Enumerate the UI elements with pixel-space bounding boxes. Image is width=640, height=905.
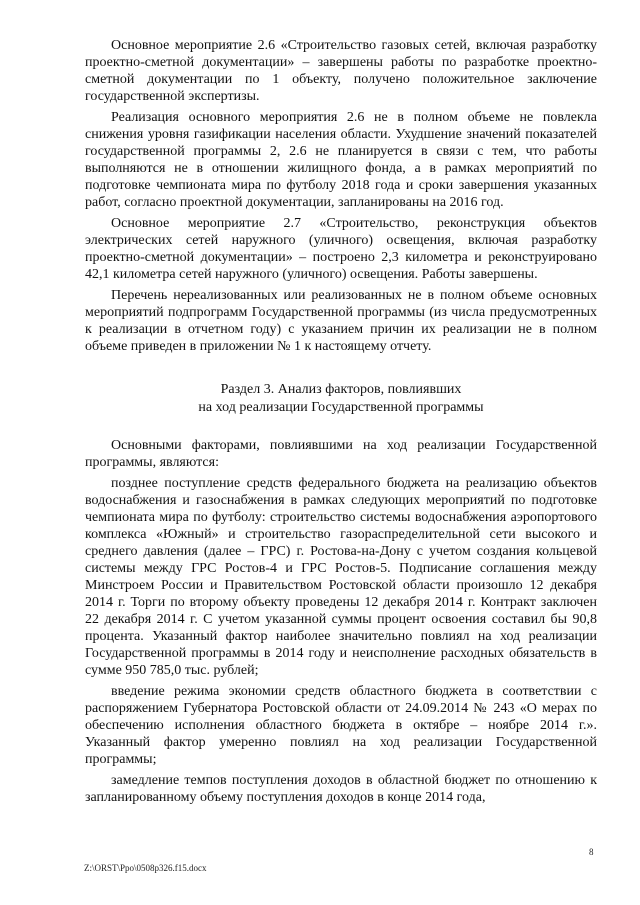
paragraph-measure-2-7: Основное мероприятие 2.7 «Строительство, реконструкция объектов электрических сетей наружного (уличного) освещения, включая разработку проектно-сметной документации» – построено 2,3 километра и реконструировано 42,1 километра сетей наружного (уличного) освещения. Работы завершены. [85, 216, 597, 282]
paragraph-unrealized-list: Перечень нереализованных или реализованных не в полном объеме основных мероприятий подпрограмм Государственной программы (из числа предусмотренных к реализации в отчетном году) с указанием причин их реализации не в полном объеме приведен в приложении № 1 к настоящему отчету. [85, 288, 597, 354]
paragraph-factor-revenue-slowdown: замедление темпов поступления доходов в областной бюджет по отношению к запланированному объему поступления доходов в конце 2014 года, [85, 773, 597, 805]
paragraph-factor-federal-funds: позднее поступление средств федерального бюджета на реализацию объектов водоснабжения и газоснабжения в рамках следующих мероприятий по подготовке чемпионата мира по футболу: строительство системы водоснабжения аэропортового комплекса «Южный» и строительство газораспределительной сети высокого и среднего давления (далее – ГРС) г. Ростова-на-Дону с учетом создания кольцевой системы между ГРС Ростов-4 и ГРС Ростов-5. Подписание соглашения между Минстроем России и Правительством Ростовской области произошло 12 декабря 2014 г. Торги по второму объекту проведены 12 декабря 2014 г. Контракт заключен 22 декабря 2014 г. С учетом указанной суммы процент освоения составил бы 90,8 процента. Указанный фактор наиболее значительно повлиял на ход реализации Государственной программы в 2014 году и неисполнение расходных обязательств в сумме 950 785,0 тыс. рублей; [85, 476, 597, 678]
document-body [85, 37, 597, 810]
paragraph-measure-2-6-impact: Реализация основного мероприятия 2.6 не в полном объеме не повлекла снижения уровня газификации населения области. Ухудшение значений показателей государственной программы 2, 2.6 не планируется в связи с тем, что работы выполняются не в отношении жилищного фонда, а в рамках мероприятий по подготовке чемпионата мира по футболу 2018 года и сроки завершения указанных работ, согласно проектной документации, запланированы на 2016 год. [85, 110, 597, 210]
section-3-heading [85, 381, 597, 417]
section-heading-line-2: на ход реализации Государственной программы [198, 400, 484, 415]
footer-file-path: Z:\ORST\Ppo\0508p326.f15.docx [84, 863, 207, 873]
page-number: 8 [589, 847, 594, 857]
section-heading-line-1: Раздел 3. Анализ факторов, повлиявших [220, 382, 462, 397]
paragraph-factors-intro: Основными факторами, повлиявшими на ход реализации Государственной программы, являются: [85, 438, 597, 470]
paragraph-factor-austerity: введение режима экономии средств областного бюджета в соответствии с распоряжением Губернатора Ростовской области от 24.09.2014 № 243 «О мерах по обеспечению исполнения областного бюджета в октябре – ноябре 2014 г.». Указанный фактор умеренно повлиял на ход реализации Государственной программы; [85, 684, 597, 767]
paragraph-measure-2-6: Основное мероприятие 2.6 «Строительство газовых сетей, включая разработку проектно-сметной документации» – завершены работы по разработке проектно-сметной документации по 1 объекту, получено положительное заключение государственной экспертизы. [85, 38, 597, 104]
